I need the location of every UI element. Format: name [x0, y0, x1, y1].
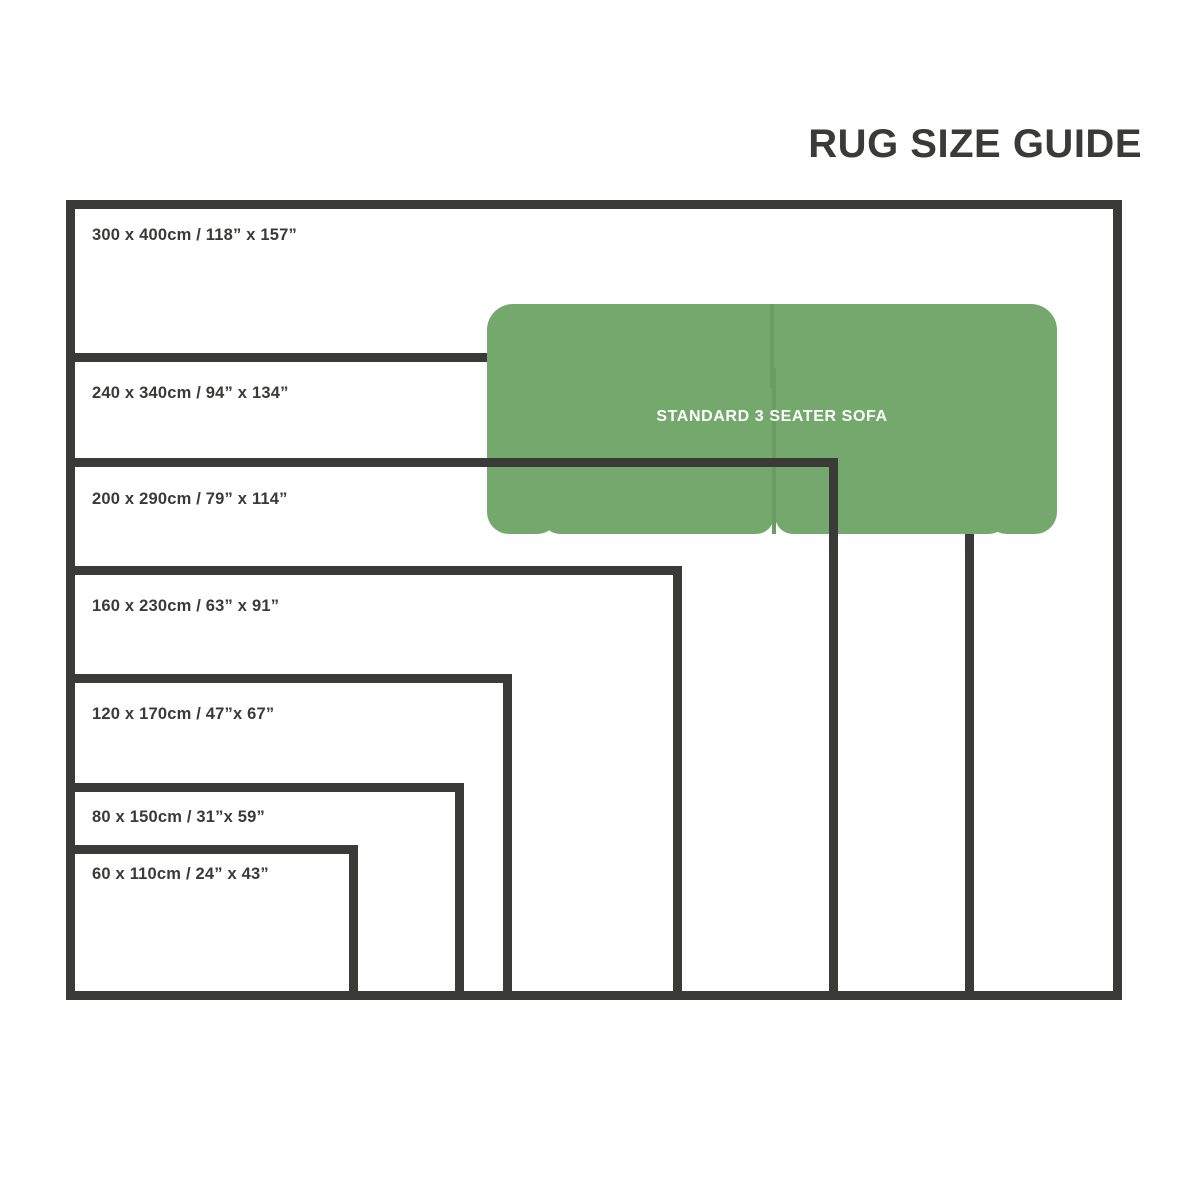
rug-label-80x150: 80 x 150cm / 31”x 59”	[92, 808, 265, 826]
sofa-label: STANDARD 3 SEATER SOFA	[656, 408, 888, 425]
page-title: RUG SIZE GUIDE	[808, 122, 1142, 166]
rug-label-120x170: 120 x 170cm / 47”x 67”	[92, 705, 275, 723]
rug-label-60x110: 60 x 110cm / 24” x 43”	[92, 865, 269, 883]
rug-label-300x400: 300 x 400cm / 118” x 157”	[92, 226, 297, 244]
rug-label-160x230: 160 x 230cm / 63” x 91”	[92, 597, 280, 615]
rug-label-200x290: 200 x 290cm / 79” x 114”	[92, 490, 288, 508]
rug-label-240x340: 240 x 340cm / 94” x 134”	[92, 384, 289, 402]
